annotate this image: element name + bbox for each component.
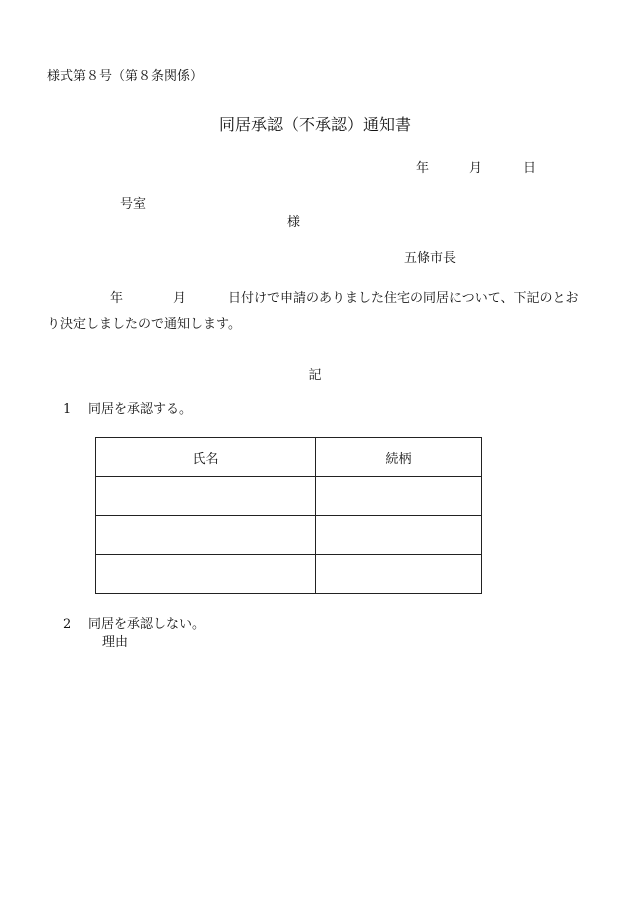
document-title: 同居承認（不承認）通知書 [218,115,411,134]
date-month-label: 月 [469,161,483,176]
body-year-label: 年 [110,291,124,306]
header-name: 氏名 [96,438,316,477]
reason-label: 理由 [102,635,129,650]
item-2 [63,618,205,631]
table-row [96,477,482,516]
table-header-row [96,438,482,477]
header-relationship: 続柄 [316,438,482,477]
item-1-number: 1 [63,402,72,417]
recipient-room-label: 号室 [120,197,147,212]
date-year-label: 年 [416,161,430,176]
name-cell [96,477,316,516]
name-cell [96,516,316,555]
relationship-cell [316,516,482,555]
recipient-honorific: 様 [287,215,301,230]
family-table [95,437,482,594]
item-1 [63,403,192,416]
item-2-text: 同居を承認しない。 [88,617,206,632]
form-number: 様式第８号（第８条関係） [47,69,204,84]
relationship-cell [316,477,482,516]
item-1-text: 同居を承認する。 [88,402,193,417]
table-row [96,516,482,555]
name-cell [96,555,316,594]
date-day-label: 日 [523,161,537,176]
body-month-label: 月 [173,291,187,306]
ki-heading: 記 [308,368,322,383]
item-2-number: 2 [63,617,72,632]
table-row [96,555,482,594]
sender-mayor: 五條市長 [404,251,457,266]
body-line-1-text: 日付けで申請のありました住宅の同居について、下記のとお [228,291,579,306]
relationship-cell [316,555,482,594]
body-line-2: り決定しましたので通知します。 [47,317,241,332]
body-line-1 [47,292,579,305]
